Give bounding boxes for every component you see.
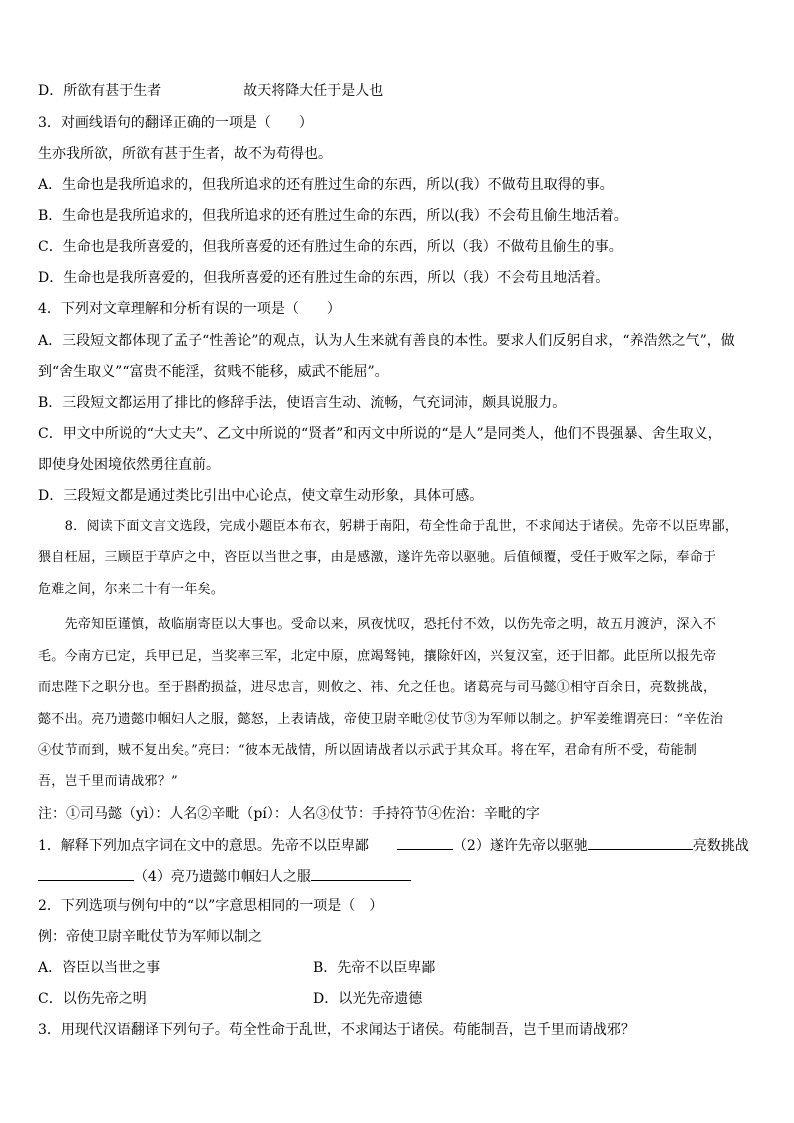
subquestion-1-prompt: 1．解释下列加点字词在文中的意思。先帝不以臣卑鄙 (38, 838, 369, 854)
subquestion-1-line2 (38, 865, 758, 887)
answer-blank-4[interactable] (311, 865, 411, 881)
answer-blank-2[interactable] (588, 834, 693, 850)
question-3-option-d: D．生命也是我所喜爱的，但我所喜爱的还有胜过生命的东西，所以（我）不会苟且地活着。 (38, 270, 610, 286)
passage-9-line6: 吾，岂千里而请战邪？” (38, 774, 178, 789)
subquestion-1-part2: （2）遂许先帝以驱驰 (452, 838, 588, 854)
subquestion-1-part3: 亮数挑战 (692, 838, 749, 854)
question-3-sentence: 生亦我所欲，所欲有甚于生者，故不为苟得也。 (38, 146, 332, 162)
question-3-option-a: A．生命也是我所追求的，但我所追求的还有胜过生命的东西，所以(我）不做苟且取得的事。 (38, 177, 614, 193)
subquestion-2-title: 2．下列选项与例句中的“以”字意思相同的一项是（ ） (38, 898, 384, 914)
passage-8-line3: 危难之间，尔来二十有一年矣。 (38, 582, 225, 597)
answer-blank-3[interactable] (38, 865, 134, 881)
subquestion-2-option-d: D．以光先帝遗德 (313, 991, 423, 1007)
subquestion-2-option-c: C．以伤先帝之明 (38, 991, 147, 1007)
question-4-option-d: D．三段短文都是通过类比引出中心论点，使文章生动形象，具体可感。 (38, 488, 484, 504)
option-d-right: 故天将降大任于是人也 (243, 83, 384, 99)
passage-8-line1: 8．阅读下面文言文选段，完成小题臣本布衣，躬耕于南阳，苟全性命于乱世，不求闻达于诸侯。先帝不以臣卑鄙， (38, 519, 739, 534)
subquestion-2-option-b: B．先帝不以臣卑鄙 (313, 960, 436, 976)
passage-9-line3: 而忠陛下之职分也。至于斟酌损益，进尽忠言，则攸之、祎、允之任也。诸葛亮与司马懿①相守百余日，亮数挑战， (38, 680, 717, 695)
option-d-left: D．所欲有甚于生者 (38, 83, 162, 99)
question-4-title: 4．下列对文章理解和分析有误的一项是（ ） (38, 301, 341, 317)
question-4-option-a-line1: A．三段短文都体现了孟子“性善论”的观点，认为人生来就有善良的本性。要求人们反躬自求，“养浩然之气”，做 (38, 333, 735, 349)
subquestion-2-options-row2 (38, 989, 758, 1009)
passage-8-line2: 猥自枉屈，三顾臣于草庐之中，咨臣以当世之事，由是感激，遂许先帝以驱驰。后值倾覆，受任于败军之际，奉命于 (38, 550, 717, 565)
passage-9-line4: 懿不出。亮乃遗懿巾帼妇人之服，懿怒，上表请战，帝使卫尉辛毗②仗节③为军师以制之。护军姜维谓亮曰：“辛佐治 (38, 712, 724, 727)
answer-blank-1[interactable] (397, 834, 453, 850)
subquestion-3-title: 3．用现代汉语翻译下列句子。苟全性命于乱世，不求闻达于诸侯。苟能制吾，岂千里而请战邪？ (38, 1022, 635, 1038)
question-4-option-c-line2: 即使身处困境依然勇往直前。 (38, 457, 220, 473)
passage-9-line5: ④仗节而到，贼不复出矣。”亮曰：“彼本无战情，所以固请战者以示武于其众耳。将在军，君命有所不受，苟能制 (38, 743, 698, 758)
subquestion-2-example: 例：帝使卫尉辛毗仗节为军师以制之 (38, 929, 262, 945)
subquestion-2-option-a: A．咨臣以当世之事 (38, 960, 161, 976)
question-3-title: 3．对画线语句的翻译正确的一项是（ ） (38, 115, 313, 131)
question-4-option-a-line2: 到“舍生取义”“富贵不能淫，贫贱不能移，威武不能屈”。 (38, 364, 389, 380)
passage-9-line1: 先帝知臣谨慎，故临崩寄臣以大事也。受命以来，夙夜忧叹，恐托付不效，以伤先帝之明，故五月渡泸，深入不 (38, 617, 717, 632)
question-3-option-b: B．生命也是我所追求的，但我所追求的还有胜过生命的东西，所以(我）不会苟且偷生地活着。 (38, 208, 628, 224)
question-4-option-c-line1: C．甲文中所说的“大丈夫”、乙文中所说的“贤者”和丙文中所说的“是人”是同类人，他们不畏强暴、舍生取义， (38, 426, 722, 442)
subquestion-1-part4: （4）亮乃遗懿巾帼妇人之服 (134, 869, 311, 885)
question-4-option-b: B．三段短文都运用了排比的修辞手法，使语言生动、流畅，气充词沛，颇具说服力。 (38, 395, 567, 411)
question-3-option-c: C．生命也是我所喜爱的，但我所喜爱的还有胜过生命的东西，所以（我）不做苟且偷生的事。 (38, 239, 623, 255)
passage-9-line2: 毛。今南方已定，兵甲已足，当奖率三军，北定中原，庶竭驽钝，攘除奸凶，兴复汉室，还于旧都。此臣所以报先帝 (38, 649, 717, 664)
subquestion-1-line1 (38, 834, 758, 856)
annotation-note: 注：①司马懿（yì）：人名②辛毗（pí）：人名③仗节：手持符节④佐治：辛毗的字 (38, 806, 540, 822)
option-d-row (38, 81, 758, 101)
subquestion-2-options-row1 (38, 958, 758, 978)
